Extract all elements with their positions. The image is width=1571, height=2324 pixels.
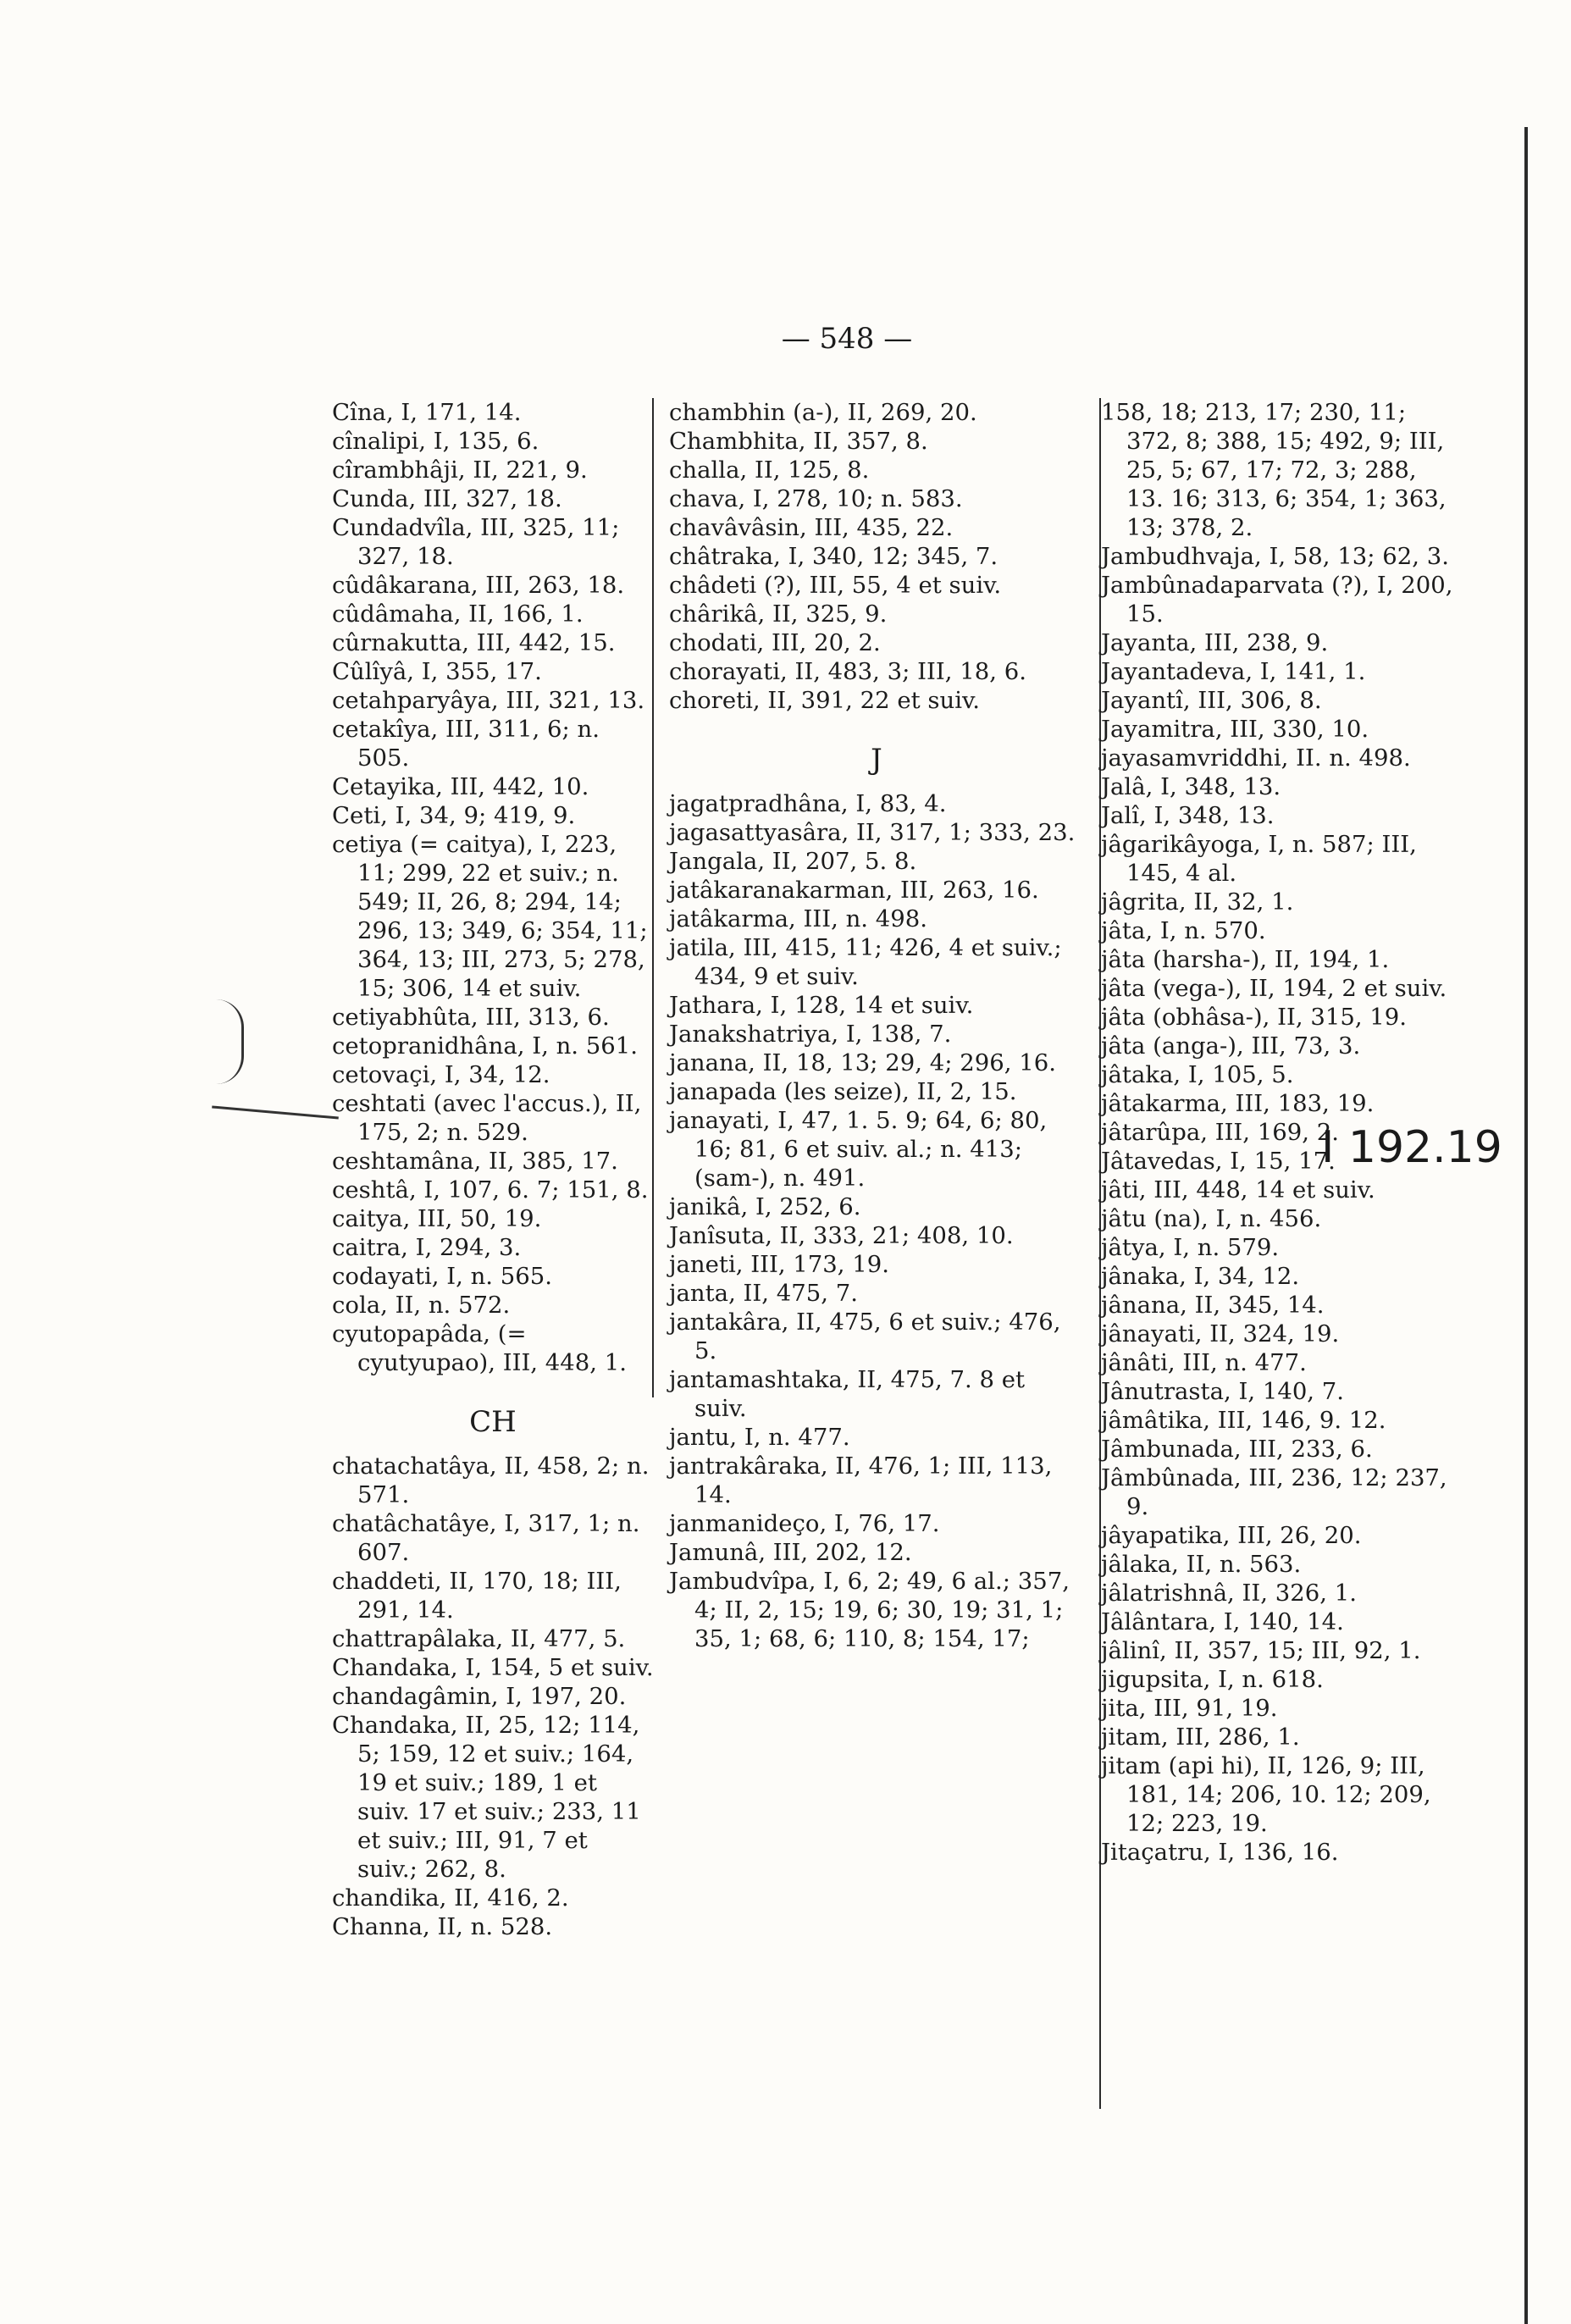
index-entry: jâtya, I, n. 579. <box>1101 1234 1280 1261</box>
index-entry: cetopranidhâna, I, n. 561. <box>332 1032 639 1060</box>
index-entry: jatila, III, 415, 11; 426, 4 et suiv.; 434, 9 et suiv. <box>669 934 1062 990</box>
index-entry: janayati, I, 47, 1. 5. 9; 64, 6; 80, 16; 81, 6 et suiv. al.; n. 413; (sam-), n. 491. <box>669 1107 1048 1192</box>
index-entry: janta, II, 475, 7. <box>669 1280 858 1307</box>
index-entry: Jambûnadaparvata (?), I, 200, 15. <box>1101 572 1453 628</box>
index-entry: jâyapatika, III, 26, 20. <box>1101 1522 1362 1549</box>
index-entry: châdeti (?), III, 55, 4 et suiv. <box>669 572 1002 599</box>
margin-pointer-line <box>212 1105 339 1119</box>
index-entry: cetovaçi, I, 34, 12. <box>332 1061 550 1088</box>
index-entry: Jâlântara, I, 140, 14. <box>1101 1608 1344 1635</box>
index-entry: Jâmbûnada, III, 236, 12; 237, 9. <box>1101 1464 1447 1520</box>
index-entry: chandika, II, 416, 2. <box>332 1884 569 1912</box>
index-entry: jantrakâraka, II, 476, 1; III, 113, 14. <box>669 1452 1053 1508</box>
index-entry: jânana, II, 345, 14. <box>1101 1292 1325 1319</box>
index-entry: janapada (les seize), II, 2, 15. <box>669 1078 1017 1105</box>
index-entry: janeti, III, 173, 19. <box>669 1251 890 1278</box>
index-entry: janana, II, 18, 13; 29, 4; 296, 16. <box>669 1049 1056 1076</box>
index-entry: jagasattyasâra, II, 317, 1; 333, 23. <box>669 819 1076 846</box>
index-entry: Janîsuta, II, 333, 21; 408, 10. <box>669 1222 1014 1249</box>
index-entry: Jayantadeva, I, 141, 1. <box>1101 658 1366 685</box>
index-entry: Chandaka, II, 25, 12; 114, 5; 159, 12 et suiv.; 164, 19 et suiv.; 189, 1 et suiv. 17 et suiv.; 233, 11 et suiv.; III, 91, 7 et suiv.; 262, 8. <box>332 1712 641 1883</box>
index-entry: chatachatâya, II, 458, 2; n. 571. <box>332 1452 650 1508</box>
index-entry: Cetayika, III, 442, 10. <box>332 773 589 800</box>
index-entry: Jâmbunada, III, 233, 6. <box>1101 1436 1373 1463</box>
page-edge <box>1524 127 1528 2324</box>
column-rule-1 <box>652 398 654 1397</box>
index-entry: jantakâra, II, 475, 6 et suiv.; 476, 5. <box>669 1309 1061 1364</box>
index-entry: 158, 18; 213, 17; 230, 11; 372, 8; 388, 15; 492, 9; III, 25, 5; 67, 17; 72, 3; 288, 13. 16; 313, 6; 354, 1; 363, 13; 378, 2. <box>1101 399 1447 541</box>
index-entry: Channa, II, n. 528. <box>332 1913 553 1940</box>
index-entry: cetiya (= caitya), I, 223, 11; 299, 22 et suiv.; n. 549; II, 26, 8; 294, 14; 296, 13; 349, 6; 354, 11; 364, 13; III, 273, 5; 278, 15; 306, 14 et suiv. <box>332 831 648 1002</box>
index-entry: Jambudvîpa, I, 6, 2; 49, 6 al.; 357, 4; II, 2, 15; 19, 6; 30, 19; 31, 1; 35, 1; 68, 6; 110, 8; 154, 17; <box>669 1568 1070 1652</box>
index-entry: ceshtâ, I, 107, 6. 7; 151, 8. <box>332 1176 649 1204</box>
index-entry: chandagâmin, I, 197, 20. <box>332 1683 627 1710</box>
index-entry: Cîna, I, 171, 14. <box>332 399 522 426</box>
index-entry: Jambudhvaja, I, 58, 13; 62, 3. <box>1101 543 1449 570</box>
index-entry: jâta (harsha-), II, 194, 1. <box>1101 946 1390 973</box>
index-entry: Ceti, I, 34, 9; 419, 9. <box>332 802 576 829</box>
index-entry: chaddeti, II, 170, 18; III, 291, 14. <box>332 1568 622 1624</box>
index-entry: ceshtamâna, II, 385, 17. <box>332 1148 618 1175</box>
index-entry: jâta (anga-), III, 73, 3. <box>1101 1032 1361 1060</box>
index-entry: caitya, III, 50, 19. <box>332 1205 542 1232</box>
index-entry: Jayamitra, III, 330, 10. <box>1101 716 1369 743</box>
index-entry: jâta (vega-), II, 194, 2 et suiv. <box>1101 975 1447 1002</box>
index-entry: jâtakarma, III, 183, 19. <box>1101 1090 1375 1117</box>
index-entry: Jamunâ, III, 202, 12. <box>669 1539 912 1566</box>
page-number: — 548 — <box>781 322 913 356</box>
index-entry: jâtaka, I, 105, 5. <box>1101 1061 1294 1088</box>
index-entry: chattrapâlaka, II, 477, 5. <box>332 1625 626 1652</box>
margin-bracket-mark <box>216 999 244 1084</box>
index-entry: jantamashtaka, II, 475, 7. 8 et suiv. <box>669 1366 1026 1422</box>
index-entry: chava, I, 278, 10; n. 583. <box>669 485 963 512</box>
index-entry: jitam (api hi), II, 126, 9; III, 181, 14; 206, 10. 12; 209, 12; 223, 19. <box>1101 1752 1431 1837</box>
index-entry: cetahparyâya, III, 321, 13. <box>332 687 645 714</box>
index-entry: Jitaçatru, I, 136, 16. <box>1101 1839 1339 1866</box>
index-entry: jâtu (na), I, n. 456. <box>1101 1205 1322 1232</box>
index-entry: Cûlîyâ, I, 355, 17. <box>332 658 542 685</box>
index-entry: Chambhita, II, 357, 8. <box>669 428 928 455</box>
index-entry: jâmâtika, III, 146, 9. 12. <box>1101 1407 1386 1434</box>
index-entry: codayati, I, n. 565. <box>332 1263 552 1290</box>
index-entry: cyutopapâda, (= cyutyupao), III, 448, 1. <box>332 1320 627 1376</box>
index-entry: cîrambhâji, II, 221, 9. <box>332 456 588 484</box>
index-entry: Jalî, I, 348, 13. <box>1101 802 1275 829</box>
index-entry: janmanideço, I, 76, 17. <box>669 1510 940 1537</box>
index-entry: jâgrita, II, 32, 1. <box>1101 888 1294 916</box>
index-entry: jâlatrishnâ, II, 326, 1. <box>1101 1580 1357 1607</box>
index-entry: jânâti, III, n. 477. <box>1101 1349 1307 1376</box>
index-entry: chavâvâsin, III, 435, 22. <box>669 514 954 541</box>
index-entry: Jayantî, III, 306, 8. <box>1101 687 1322 714</box>
index-entry: chorayati, II, 483, 3; III, 18, 6. <box>669 658 1026 685</box>
index-entry: ceshtati (avec l'accus.), II, 175, 2; n. 529. <box>332 1090 642 1146</box>
letter-heading-ch: CH <box>469 1405 517 1439</box>
index-entry: jatâkaranakarman, III, 263, 16. <box>669 877 1039 904</box>
index-entry: jâta, I, n. 570. <box>1101 917 1266 944</box>
entries-c-top <box>332 398 654 1377</box>
index-entry: jatâkarma, III, n. 498. <box>669 905 928 932</box>
index-entry: Jâtavedas, I, 15, 17. <box>1101 1148 1336 1175</box>
index-entry: jâgarikâyoga, I, n. 587; III, 145, 4 al. <box>1101 831 1417 887</box>
index-entry: jagatpradhâna, I, 83, 4. <box>669 790 947 817</box>
index-entry: châtraka, I, 340, 12; 345, 7. <box>669 543 998 570</box>
index-entry: jânayati, II, 324, 19. <box>1101 1320 1340 1347</box>
index-column-2 <box>669 398 1084 1653</box>
index-entry: cînalipi, I, 135, 6. <box>332 428 539 455</box>
index-entry: cûrnakutta, III, 442, 15. <box>332 629 616 656</box>
index-entry: cola, II, n. 572. <box>332 1292 511 1319</box>
entries-ch <box>332 1452 654 1941</box>
index-entry: Janakshatriya, I, 138, 7. <box>669 1021 952 1048</box>
index-entry: Jalâ, I, 348, 13. <box>1101 773 1281 800</box>
index-entry: Jânutrasta, I, 140, 7. <box>1101 1378 1345 1405</box>
index-entry: caitra, I, 294, 3. <box>332 1234 522 1261</box>
index-entry: chambhin (a-), II, 269, 20. <box>669 399 977 426</box>
index-entry: jayasamvriddhi, II. n. 498. <box>1101 744 1411 772</box>
index-entry: jânaka, I, 34, 12. <box>1101 1263 1300 1290</box>
index-column-1 <box>332 398 654 1941</box>
index-entry: cetiyabhûta, III, 313, 6. <box>332 1004 610 1031</box>
entries-j <box>669 789 1084 1653</box>
index-entry: Chandaka, I, 154, 5 et suiv. <box>332 1654 654 1681</box>
index-entry: challa, II, 125, 8. <box>669 456 870 484</box>
index-entry: janikâ, I, 252, 6. <box>669 1193 861 1220</box>
index-entry: jantu, I, n. 477. <box>669 1424 850 1451</box>
entries-ch-continued <box>669 398 1084 715</box>
index-entry: jâlaka, II, n. 563. <box>1101 1551 1302 1578</box>
letter-heading-j: J <box>871 743 882 777</box>
index-entry: chodati, III, 20, 2. <box>669 629 881 656</box>
index-entry: chatâchatâye, I, 317, 1; n. 607. <box>332 1510 640 1566</box>
handwritten-annotation: I 192.19 <box>1321 1122 1502 1173</box>
index-entry: jâlinî, II, 357, 15; III, 92, 1. <box>1101 1637 1421 1664</box>
index-entry: Jangala, II, 207, 5. 8. <box>669 848 917 875</box>
index-entry: jita, III, 91, 19. <box>1101 1695 1278 1722</box>
index-entry: jâti, III, 448, 14 et suiv. <box>1101 1176 1375 1204</box>
index-entry: chârikâ, II, 325, 9. <box>669 600 888 628</box>
index-entry: jâta (obhâsa-), II, 315, 19. <box>1101 1004 1408 1031</box>
index-entry: Cunda, III, 327, 18. <box>332 485 562 512</box>
index-entry: choreti, II, 391, 22 et suiv. <box>669 687 981 714</box>
index-entry: Jayanta, III, 238, 9. <box>1101 629 1329 656</box>
index-entry: Cundadvîla, III, 325, 11; 327, 18. <box>332 514 620 570</box>
index-entry: cûdâkarana, III, 263, 18. <box>332 572 625 599</box>
index-entry: jitam, III, 286, 1. <box>1101 1724 1300 1751</box>
index-entry: jâtarûpa, III, 169, 2. <box>1101 1119 1339 1146</box>
index-entry: cûdâmaha, II, 166, 1. <box>332 600 584 628</box>
index-entry: cetakîya, III, 311, 6; n. 505. <box>332 716 600 772</box>
index-entry: Jathara, I, 128, 14 et suiv. <box>669 992 974 1019</box>
index-entry: jigupsita, I, n. 618. <box>1101 1666 1324 1693</box>
